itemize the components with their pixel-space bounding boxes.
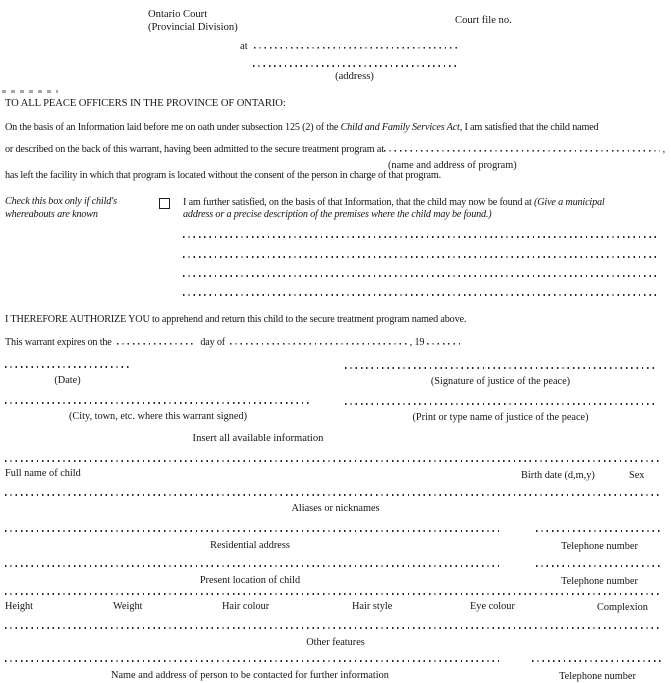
other-features-label: Other features <box>306 637 365 648</box>
basis-line2-comma: , <box>662 144 665 155</box>
basis-line2-text: or described on the back of this warrant, having been admitted to the secure treatment program at <box>5 144 384 155</box>
physical-label-weight: Weight <box>113 601 143 612</box>
signature-caption: (Signature of justice of the peace) <box>430 376 571 387</box>
premises-field-line-1[interactable] <box>183 236 660 238</box>
salutation: TO ALL PEACE OFFICERS IN THE PROVINCE OF ONTARIO: <box>5 98 286 109</box>
other-features-field-line[interactable] <box>5 627 660 629</box>
court-file-no-label: Court file no. <box>455 15 512 26</box>
full-name-field-line[interactable] <box>5 460 660 462</box>
print-name-field-line[interactable] <box>345 403 656 405</box>
program-caption: (name and address of program) <box>388 160 517 171</box>
act-title: Child and Family Services Act <box>340 122 460 133</box>
scan-artifact <box>2 90 58 93</box>
whereabouts-note-line2: whereabouts are known <box>5 208 98 220</box>
aliases-label: Aliases or nicknames <box>291 503 380 514</box>
expiry-day-field-line[interactable] <box>117 338 195 345</box>
contact-field-line[interactable] <box>5 660 499 662</box>
present-location-field-line[interactable] <box>5 565 499 567</box>
basis-line1-pre: On the basis of an Information laid before me on oath under subsection 125 (2) of the <box>5 122 341 133</box>
basis-paragraph-line1 <box>5 121 598 134</box>
signature-field-line[interactable] <box>345 367 656 369</box>
basis-line1-post: , I am satisfied that the child named <box>459 122 599 133</box>
full-name-label: Full name of child <box>5 468 81 479</box>
physical-label-eye-colour: Eye colour <box>470 601 515 612</box>
court-location-row <box>240 40 457 53</box>
expiry-year-field-line[interactable] <box>427 338 461 345</box>
telephone-number-label-3: Telephone number <box>559 671 636 682</box>
birth-date-label: Birth date (d,m,y) <box>521 470 595 481</box>
premises-field-line-4[interactable] <box>183 294 660 296</box>
city-caption: (City, town, etc. where this warrant signed) <box>68 411 248 422</box>
at-label: at <box>240 41 248 52</box>
date-caption: (Date) <box>54 375 81 386</box>
expiry-pre: This warrant expires on the <box>5 337 112 348</box>
info-heading: Insert all available information <box>192 433 324 444</box>
whereabouts-checkbox[interactable] <box>159 198 170 209</box>
residential-address-label: Residential address <box>210 540 290 551</box>
address-caption: (address) <box>335 71 374 82</box>
physical-label-hair-style: Hair style <box>352 601 393 612</box>
telephone-number-label-2: Telephone number <box>561 576 638 587</box>
whereabouts-statement-line2: address or a precise description of the premises where the child may be found.) <box>183 209 492 220</box>
physical-label-height: Height <box>5 601 34 612</box>
whereabouts-statement-pre: I am further satisfied, on the basis of that Information, that the child may now be found at <box>183 197 535 208</box>
expiry-year-prefix: , 19 <box>409 337 425 348</box>
basis-paragraph-line3: has left the facility in which that program is located without the consent of the person in charge of that program. <box>5 170 442 181</box>
court-name-line2: (Provincial Division) <box>148 22 238 33</box>
expiry-statement <box>5 336 461 349</box>
present-location-label: Present location of child <box>199 575 301 586</box>
program-field-line[interactable] <box>384 145 660 152</box>
physical-label-complexion: Complexion <box>597 602 648 613</box>
at-field-line[interactable] <box>254 42 457 49</box>
residential-telephone-field-line[interactable] <box>536 530 663 532</box>
whereabouts-note <box>5 196 117 221</box>
expiry-mid: day of <box>200 337 226 348</box>
print-name-caption: (Print or type name of justice of the peace) <box>412 412 589 423</box>
residential-field-line[interactable] <box>5 530 499 532</box>
premises-field-line-2[interactable] <box>183 256 660 258</box>
present-telephone-field-line[interactable] <box>536 565 663 567</box>
contact-label: Name and address of person to be contacted for further information <box>111 670 389 681</box>
physical-field-line[interactable] <box>5 593 660 595</box>
telephone-number-label-1: Telephone number <box>561 541 638 552</box>
expiry-month-field-line[interactable] <box>230 338 407 345</box>
premises-field-line-3[interactable] <box>183 275 660 277</box>
contact-telephone-field-line[interactable] <box>532 660 663 662</box>
physical-label-hair-colour: Hair colour <box>222 601 270 612</box>
date-field-line[interactable] <box>5 366 130 368</box>
authorization-statement: I THEREFORE AUTHORIZE YOU to apprehend and return this child to the secure treatment program named above. <box>5 314 467 325</box>
court-name <box>148 8 238 34</box>
whereabouts-note-line1: Check this box only if child's <box>5 196 117 207</box>
court-name-line1: Ontario Court <box>148 9 208 20</box>
basis-paragraph-line2 <box>5 143 665 156</box>
aliases-field-line[interactable] <box>5 494 660 496</box>
city-field-line[interactable] <box>5 402 311 404</box>
address-field-line[interactable] <box>253 65 456 67</box>
sex-label: Sex <box>629 470 645 481</box>
whereabouts-statement-italic1: (Give a municipal <box>534 197 605 208</box>
